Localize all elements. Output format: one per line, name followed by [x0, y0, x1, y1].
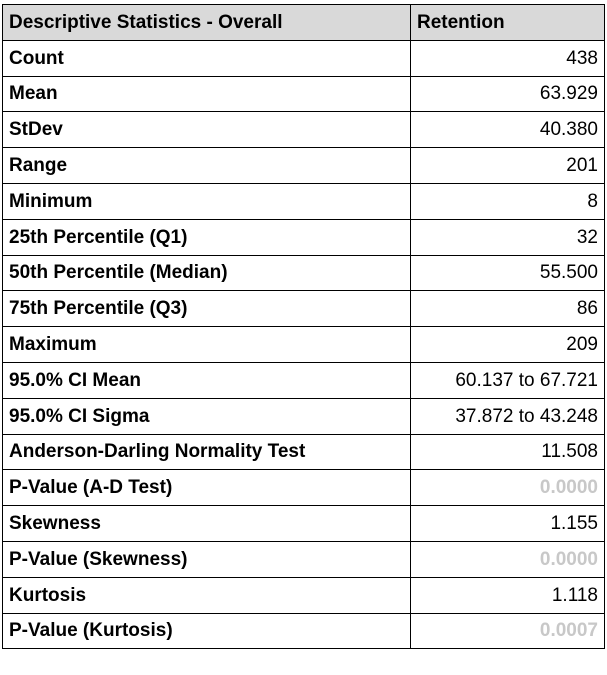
- row-label: 95.0% CI Mean: [3, 362, 411, 398]
- p-value-cell: 0.0000: [411, 541, 605, 577]
- row-label: Range: [3, 148, 411, 184]
- table-row: [3, 148, 605, 184]
- row-label: Kurtosis: [3, 577, 411, 613]
- row-label: Anderson-Darling Normality Test: [3, 434, 411, 470]
- table-row: [3, 327, 605, 363]
- row-value: 1.118: [411, 577, 605, 613]
- row-value: 11.508: [411, 434, 605, 470]
- table-row: [3, 183, 605, 219]
- retention-column-header: Retention: [411, 5, 605, 41]
- table-row: [3, 255, 605, 291]
- descriptive-statistics-table: [2, 4, 605, 649]
- row-label: Maximum: [3, 327, 411, 363]
- row-value: 201: [411, 148, 605, 184]
- row-label: Skewness: [3, 506, 411, 542]
- row-value: 209: [411, 327, 605, 363]
- table-row: [3, 434, 605, 470]
- table-row: [3, 506, 605, 542]
- row-label: Count: [3, 40, 411, 76]
- table-title-header: Descriptive Statistics - Overall: [3, 5, 411, 41]
- row-value: 37.872 to 43.248: [411, 398, 605, 434]
- table-row: [3, 362, 605, 398]
- row-label: 50th Percentile (Median): [3, 255, 411, 291]
- p-value-cell: 0.0007: [411, 613, 605, 649]
- row-label: Mean: [3, 76, 411, 112]
- row-value: 55.500: [411, 255, 605, 291]
- table-row: [3, 577, 605, 613]
- row-value: 40.380: [411, 112, 605, 148]
- row-value: 63.929: [411, 76, 605, 112]
- p-value-cell: 0.0000: [411, 470, 605, 506]
- row-value: 86: [411, 291, 605, 327]
- row-label: 25th Percentile (Q1): [3, 219, 411, 255]
- table-row: [3, 541, 605, 577]
- table-row: [3, 40, 605, 76]
- row-value: 8: [411, 183, 605, 219]
- table-row: [3, 470, 605, 506]
- table-row: [3, 112, 605, 148]
- row-label: P-Value (A-D Test): [3, 470, 411, 506]
- row-label: Minimum: [3, 183, 411, 219]
- row-label: 75th Percentile (Q3): [3, 291, 411, 327]
- table-row: [3, 291, 605, 327]
- row-value: 438: [411, 40, 605, 76]
- row-label: StDev: [3, 112, 411, 148]
- table-row: [3, 613, 605, 649]
- row-label: 95.0% CI Sigma: [3, 398, 411, 434]
- table-row: [3, 398, 605, 434]
- table-header-row: [3, 5, 605, 41]
- table-row: [3, 219, 605, 255]
- table-row: [3, 76, 605, 112]
- row-value: 32: [411, 219, 605, 255]
- row-label: P-Value (Kurtosis): [3, 613, 411, 649]
- row-value: 1.155: [411, 506, 605, 542]
- row-label: P-Value (Skewness): [3, 541, 411, 577]
- row-value: 60.137 to 67.721: [411, 362, 605, 398]
